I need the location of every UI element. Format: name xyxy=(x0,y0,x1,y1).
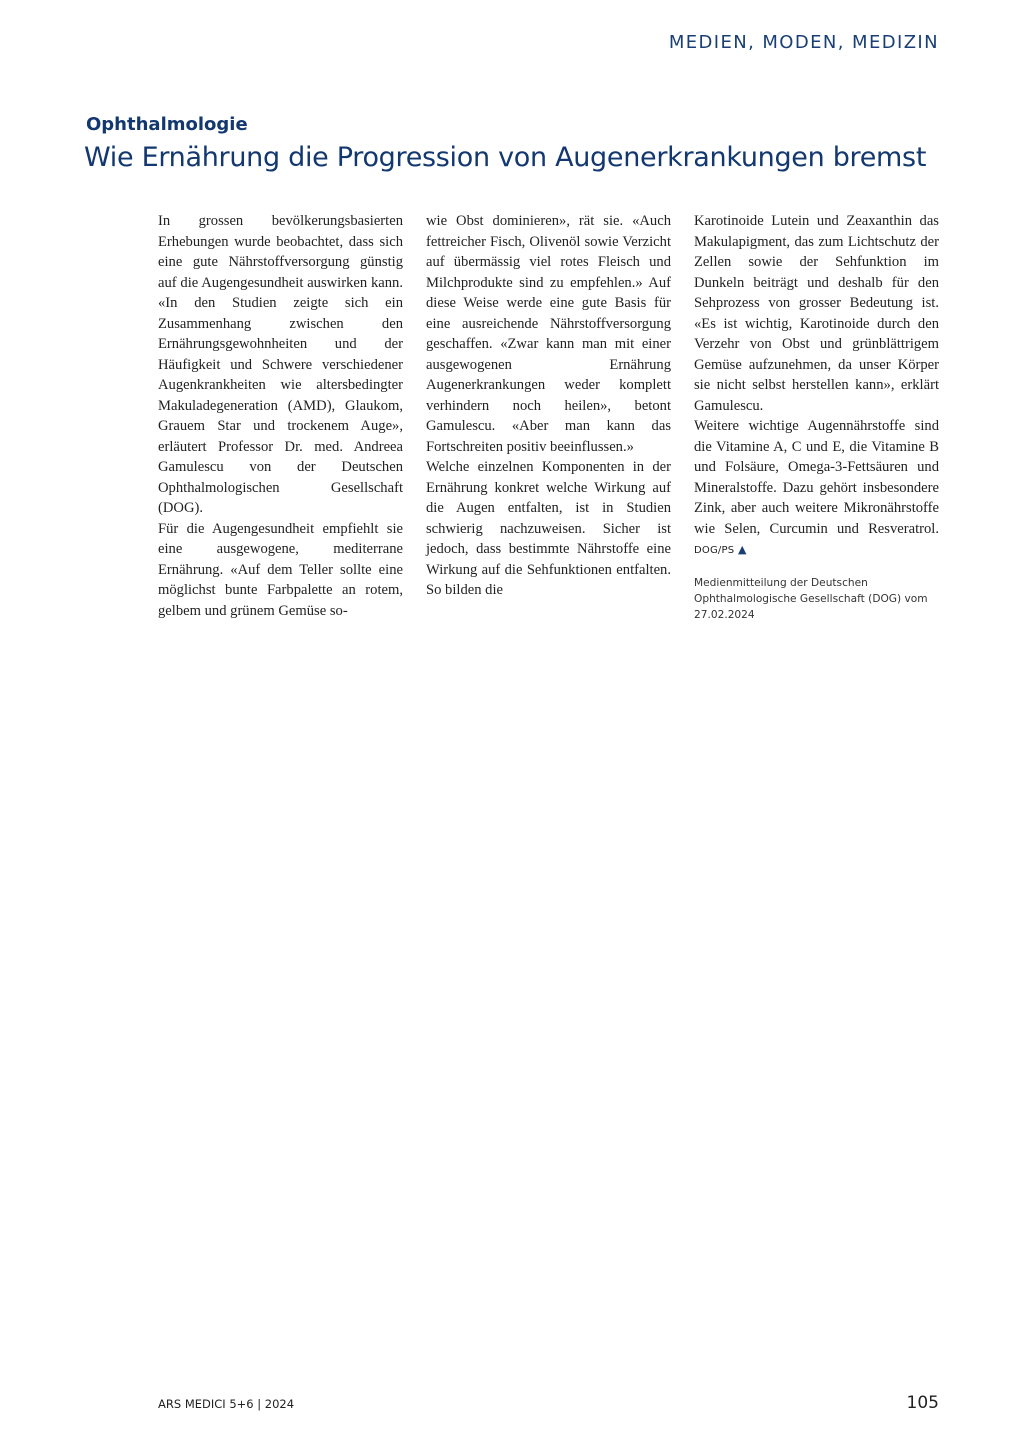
article-kicker: Ophthalmologie xyxy=(86,114,248,135)
source-note: Medienmitteilung der Deutschen Ophthalmologische Gesellschaft (DOG) vom 27.02.2024 xyxy=(694,576,928,621)
paragraph-text: Weitere wichtige Augennährstoffe sind die Vitamine A, C und E, die Vitamine B und Folsäure, Omega-3-Fettsäuren und Mineralstoffe. Dazu gehört insbesondere Zink, aber auch weitere Mikronährstoffe wie Selen, Curcumin und Resveratrol. xyxy=(694,418,939,537)
paragraph: Für die Augengesundheit empfiehlt sie eine ausgewogene, mediterrane Ernährung. «Auf dem Teller sollte eine möglichst bunte Farbpalette an rotem, gelbem und grünem Gemüse so- xyxy=(158,520,403,619)
section-label: MEDIEN, MODEN, MEDIZIN xyxy=(668,32,939,53)
text-column-1 xyxy=(158,211,403,621)
paragraph: In grossen bevölkerungsbasierten Erhebungen wurde beobachtet, dass sich eine gute Nährstoffversorgung günstig auf die Augengesundheit auswirken kann. «In den Studien zeigte sich ein Zusammenhang zwischen den Ernährungsgewohnheiten und der Häufigkeit und Schwere verschiedener Augenkrankheiten wie altersbedingter Makuladegeneration (AMD), Glaukom, Grauem Star und trockenem Auge», erläutert Professor Dr. med. Andreea Gamulescu von der Deutschen Ophthalmologischen Gesellschaft (DOG). xyxy=(158,213,403,516)
text-column-3 xyxy=(694,211,939,623)
article-title: Wie Ernährung die Progression von Augenerkrankungen bremst xyxy=(84,142,927,173)
paragraph: Karotinoide Lutein und Zeaxanthin das Makulapigment, das zum Lichtschutz der Zellen sowie der Sehfunktion im Dunkeln beiträgt und deshalb für den Sehprozess von grosser Bedeutung ist. «Es ist wichtig, Karotinoide durch den Verzehr von Obst und grünblättrigem Gemüse aufzunehmen, da unser Körper sie nicht selbst herstellen kann», erklärt Gamulescu. xyxy=(694,213,939,414)
paragraph-with-signoff xyxy=(694,416,939,562)
page-number: 105 xyxy=(906,1393,939,1413)
paragraph: Welche einzelnen Komponenten in der Ernährung konkret welche Wirkung auf die Augen entfalten, ist in Studien schwierig nachzuweisen. Sicher ist jedoch, dass bestimmte Nährstoffe eine Wirkung auf die Sehfunktionen entfalten. So bilden die xyxy=(426,459,671,598)
paragraph: wie Obst dominieren», rät sie. «Auch fettreicher Fisch, Olivenöl sowie Verzicht auf übermässig viel rotes Fleisch und Milchprodukte sind zu empfehlen.» Auf diese Weise werde eine gute Basis für eine ausreichende Nährstoffversorgung geschaffen. «Zwar kann man mit einer ausgewogenen Ernährung Augenerkrankungen weder komplett verhindern noch heilen», betont Gamulescu. «Aber man kann das Fortschreiten positiv beeinflussen.» xyxy=(426,213,671,455)
end-triangle-icon: ▲ xyxy=(737,543,747,556)
journal-footer: ARS MEDICI 5+6 | 2024 xyxy=(158,1397,295,1411)
author-tag: DOG/PS xyxy=(694,545,735,556)
text-column-2 xyxy=(426,211,671,601)
